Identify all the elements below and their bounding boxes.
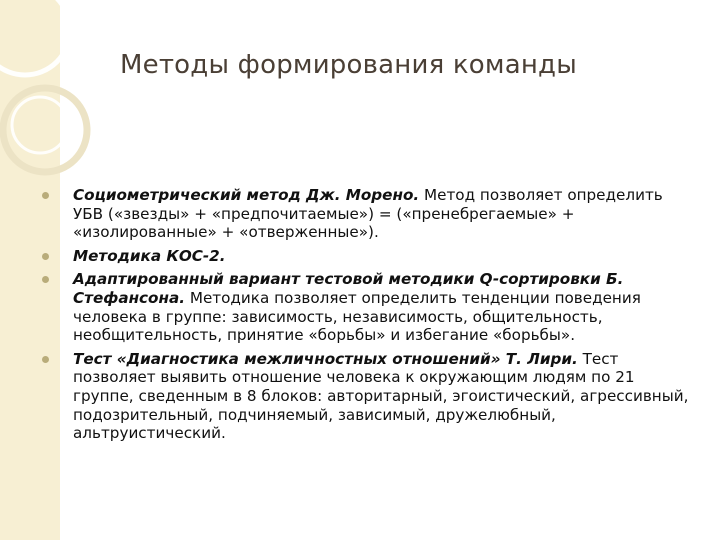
decor-circles <box>0 0 140 200</box>
slide-title: Методы формирования команды <box>120 50 577 80</box>
method-name: Методика КОС-2. <box>73 246 226 265</box>
bullet-dot-icon <box>42 276 49 283</box>
method-description: Тест позволяет выявить отношение человека к окружающим людям по 21 группе, сведенным в 8 блоков: авторитарный, эгоистический, агрессивный, подозрительный, подчиняемый, зависимый, дружелюбный, альтруистический. <box>73 349 689 443</box>
list-item <box>42 186 692 242</box>
method-description: Методика позволяет определить тенденции поведения человека в группе: зависимость, независимость, общительность, необщительность, принятие «борьбы» и избегание «борьбы». <box>73 288 641 345</box>
list-item <box>42 350 692 443</box>
bullet-dot-icon <box>42 253 49 260</box>
method-name: Адаптированный вариант тестовой методики Q-сортировки Б. Стефансона. <box>73 270 624 307</box>
list-item <box>42 270 692 344</box>
bullet-list <box>42 186 692 448</box>
method-name: Социометрический метод Дж. Морено. <box>73 186 420 204</box>
list-item <box>42 247 692 266</box>
method-name: Тест «Диагностика межличностных отношений» Т. Лири. <box>73 349 578 368</box>
method-description: Метод позволяет определить УБВ («звезды» + «предпочитаемые») = («пренебрегаемые» + «изолированные» + «отверженные»). <box>73 186 663 242</box>
bullet-dot-icon <box>42 192 49 199</box>
bullet-dot-icon <box>42 356 49 363</box>
